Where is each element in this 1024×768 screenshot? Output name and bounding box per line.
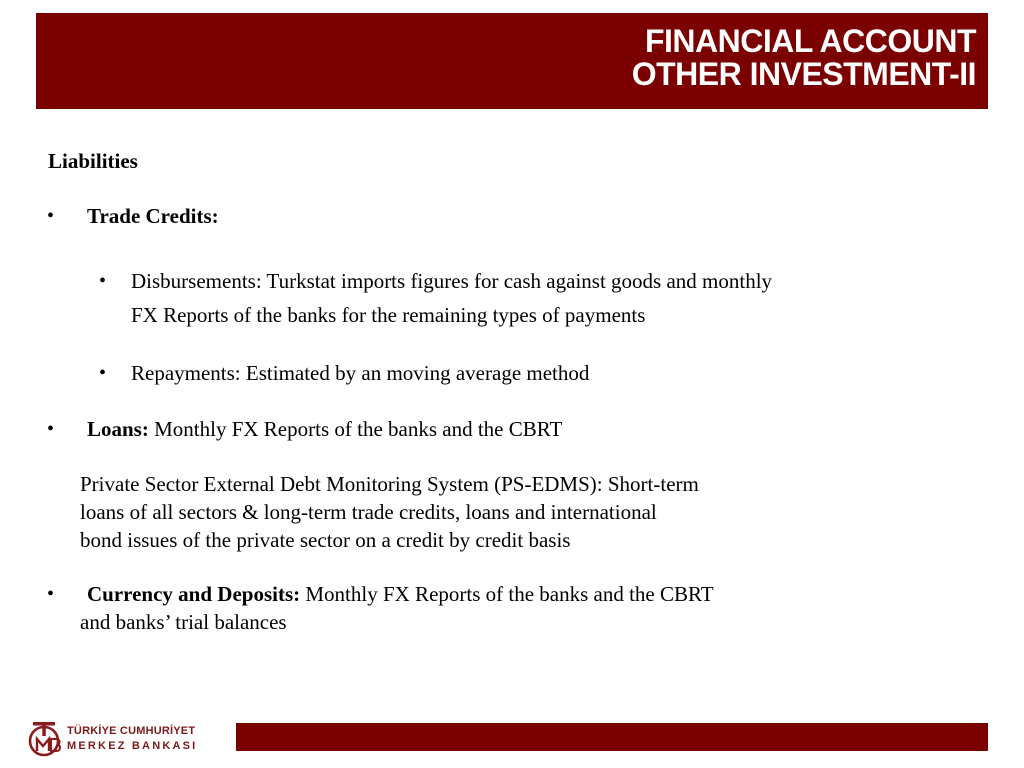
slide-title	[632, 25, 976, 91]
psedms-line2: loans of all sectors & long-term trade credits, loans and international	[80, 500, 657, 524]
disbursements-line1: Disbursements: Turkstat imports figures for cash against goods and monthly	[131, 269, 773, 293]
currency-deposits-label: Currency and Deposits:	[87, 582, 301, 606]
loans-text: Monthly FX Reports of the banks and the CBRT	[148, 417, 563, 441]
bullet-repayments: •	[99, 362, 107, 384]
repayments-line: Repayments: Estimated by an moving average method	[131, 361, 590, 385]
bullet-disbursements: •	[99, 270, 107, 292]
loans-line	[87, 416, 562, 443]
psedms-line3: bond issues of the private sector on a credit by credit basis	[80, 528, 571, 552]
logo-text-line2: MERKEZ BANKASI	[67, 740, 198, 752]
logo-text-line1: TÜRKİYE CUMHURİYET	[67, 725, 196, 737]
tcmb-logo	[27, 720, 197, 760]
disbursements-line2: FX Reports of the banks for the remaining types of payments	[131, 303, 646, 327]
bullet-loans: •	[47, 418, 55, 440]
currency-deposits-line	[87, 581, 714, 608]
loans-label: Loans:	[87, 417, 149, 441]
slide-title-line1: FINANCIAL ACCOUNT	[644, 23, 976, 59]
bullet-currency-deposits: •	[47, 583, 55, 605]
section-heading: Liabilities	[48, 149, 138, 173]
currency-deposits-text: Monthly FX Reports of the banks and the CBRT	[300, 582, 714, 606]
tcmb-monogram-icon	[27, 720, 63, 758]
header-bar	[36, 13, 988, 109]
slide-title-line2: OTHER INVESTMENT-II	[631, 56, 976, 92]
trade-credits-label: Trade Credits:	[87, 204, 219, 228]
currency-deposits-line2: and banks’ trial balances	[80, 610, 287, 634]
bullet-trade-credits: •	[47, 205, 55, 227]
footer-bar	[236, 723, 988, 751]
psedms-line1: Private Sector External Debt Monitoring System (PS-EDMS): Short-term	[80, 472, 699, 496]
